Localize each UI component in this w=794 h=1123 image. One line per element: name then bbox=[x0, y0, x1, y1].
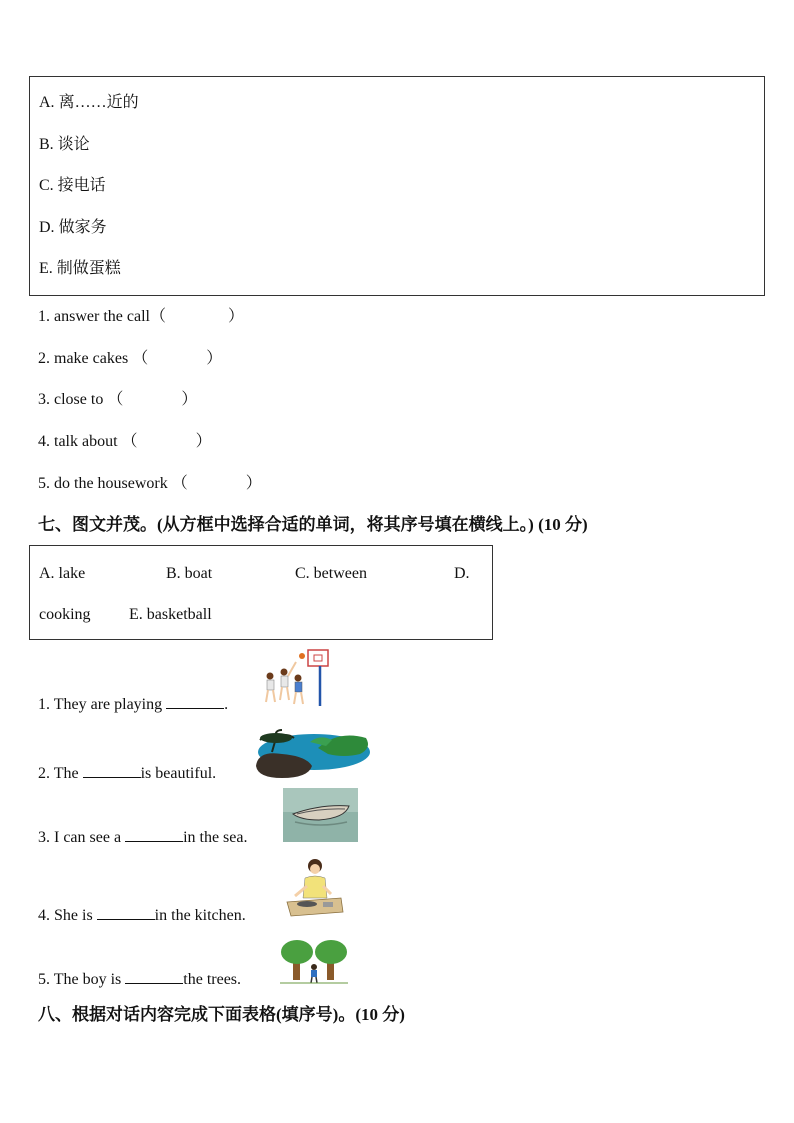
answer-blank-3[interactable] bbox=[125, 827, 183, 842]
sentence-2: 2. The is beautiful. bbox=[38, 765, 217, 782]
cooking-illustration bbox=[285, 856, 345, 920]
section-7-title: 七、图文并茂。(从方框中选择合适的单词，将其序号填在横线上。) (10 分) bbox=[38, 515, 588, 534]
option-b: B. 谈论 bbox=[39, 136, 90, 153]
option-a: A. 离……近的 bbox=[39, 94, 139, 111]
section-8-title: 八、根据对话内容完成下面表格(填序号)。(10 分) bbox=[38, 1005, 405, 1024]
word-e: E. basketball bbox=[129, 606, 212, 623]
boat-illustration bbox=[283, 788, 358, 842]
answer-blank-5[interactable] bbox=[125, 969, 183, 984]
answer-blank-2[interactable] bbox=[83, 763, 141, 778]
sentence-4: 4. She is in the kitchen. bbox=[38, 907, 246, 924]
answer-blank-1[interactable] bbox=[166, 694, 224, 709]
matching-item-1: 1. answer the call（ ） bbox=[38, 308, 244, 325]
sentence-5: 5. The boy is the trees. bbox=[38, 971, 242, 988]
word-d-text: cooking bbox=[39, 606, 91, 623]
options-box-1 bbox=[29, 76, 765, 296]
word-a: A. lake bbox=[39, 565, 86, 582]
word-bank-box bbox=[29, 545, 493, 640]
word-c: C. between bbox=[295, 565, 367, 582]
answer-blank-4[interactable] bbox=[97, 905, 155, 920]
option-e: E. 制做蛋糕 bbox=[39, 260, 121, 277]
matching-item-5: 5. do the housework （ ） bbox=[38, 475, 262, 492]
option-d: D. 做家务 bbox=[39, 219, 107, 236]
matching-item-4: 4. talk about （ ） bbox=[38, 433, 212, 450]
sentence-3: 3. I can see a in the sea. bbox=[38, 829, 248, 846]
word-b: B. boat bbox=[166, 565, 213, 582]
option-c: C. 接电话 bbox=[39, 177, 106, 194]
lake-illustration bbox=[248, 728, 372, 780]
basketball-illustration bbox=[262, 648, 334, 710]
word-d-letter: D. bbox=[454, 565, 470, 582]
trees-illustration bbox=[280, 938, 348, 984]
matching-item-3: 3. close to （ ） bbox=[38, 391, 198, 408]
matching-item-2: 2. make cakes （ ） bbox=[38, 350, 223, 367]
sentence-1: 1. They are playing . bbox=[38, 696, 229, 713]
